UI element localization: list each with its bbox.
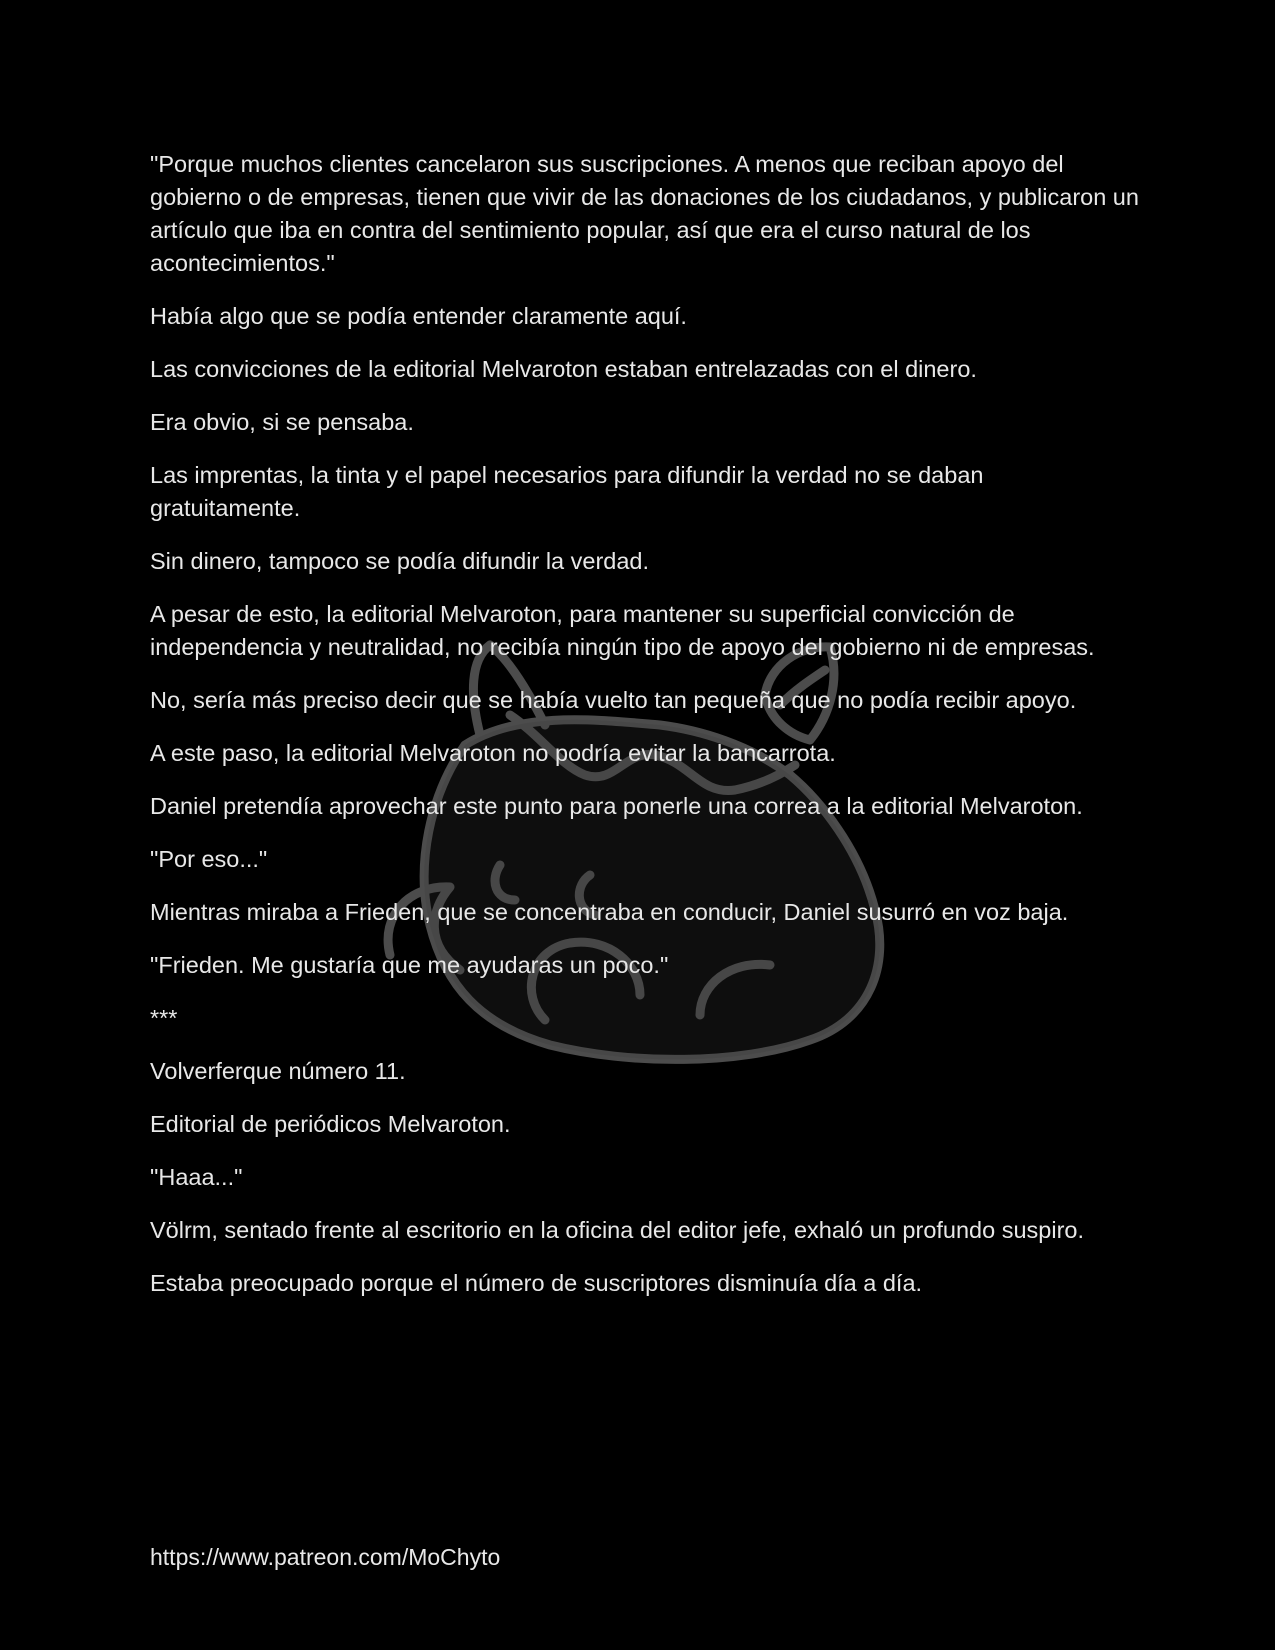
paragraph: Mientras miraba a Frieden, que se concentraba en conducir, Daniel susurró en voz baja. <box>150 899 1069 925</box>
paragraph: Daniel pretendía aprovechar este punto para ponerle una correa a la editorial Melvaroton. <box>150 793 1083 819</box>
paragraph: Volverferque número 11. <box>150 1058 406 1084</box>
paragraph: Era obvio, si se pensaba. <box>150 409 414 435</box>
paragraph: Sin dinero, tampoco se podía difundir la verdad. <box>150 548 650 574</box>
paragraph: "Por eso..." <box>150 846 268 872</box>
paragraph: A este paso, la editorial Melvaroton no podría evitar la bancarrota. <box>150 740 836 766</box>
paragraph: "Frieden. Me gustaría que me ayudaras un poco." <box>150 952 669 978</box>
paragraph: Las convicciones de la editorial Melvaroton estaban entrelazadas con el dinero. <box>150 356 977 382</box>
paragraph: No, sería más preciso decir que se había vuelto tan pequeña que no podía recibir apoyo. <box>150 687 1077 713</box>
story-text <box>150 148 1140 1320</box>
paragraph: "Haaa..." <box>150 1164 243 1190</box>
paragraph: Völrm, sentado frente al escritorio en la oficina del editor jefe, exhaló un profundo suspiro. <box>150 1217 1085 1243</box>
paragraph: "Porque muchos clientes cancelaron sus suscripciones. A menos que reciban apoyo del gobierno o de empresas, tienen que vivir de las donaciones de los ciudadanos, y publicaron un artículo que iba en contra del sentimiento popular, así que era el curso natural de los acontecimientos." <box>150 151 1139 276</box>
scene-break: *** <box>150 1005 178 1031</box>
paragraph: Estaba preocupado porque el número de suscriptores disminuía día a día. <box>150 1270 923 1296</box>
paragraph: Las imprentas, la tinta y el papel necesarios para difundir la verdad no se daban gratuitamente. <box>150 462 984 521</box>
paragraph: Editorial de periódicos Melvaroton. <box>150 1111 511 1137</box>
patreon-link[interactable]: https://www.patreon.com/MoChyto <box>150 1544 501 1570</box>
paragraph: A pesar de esto, la editorial Melvaroton, para mantener su superficial convicción de independencia y neutralidad, no recibía ningún tipo de apoyo del gobierno ni de empresas. <box>150 601 1095 660</box>
paragraph: Había algo que se podía entender claramente aquí. <box>150 303 687 329</box>
